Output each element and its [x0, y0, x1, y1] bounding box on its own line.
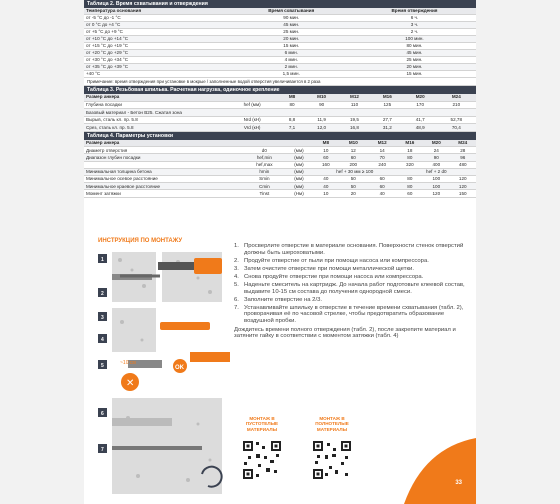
table-cell: Smin — [244, 176, 286, 183]
table-cell: 100 — [423, 183, 449, 190]
step-number: 1. — [234, 243, 239, 249]
t4-header — [285, 140, 313, 147]
step-text: Снова продуйте отверстие при помощи насоса или компрессора. — [244, 273, 424, 280]
table-cell: 60 — [368, 176, 397, 183]
table-cell: 160 — [313, 161, 339, 168]
table-cell: Глубина посадки — [84, 101, 225, 109]
table-cell: Cmin — [244, 183, 286, 190]
table-2-title: Таблица 2. Время схватывания и отверждения — [84, 0, 476, 8]
t4-header: M8 — [313, 140, 339, 147]
table-row — [84, 183, 476, 190]
t4-header: M12 — [368, 140, 397, 147]
table-cell: Минимальное краевое расстояние — [84, 183, 244, 190]
table-cell: 31,2 — [371, 124, 404, 132]
table-cell: 27,7 — [371, 116, 404, 124]
table-cell: 40 — [368, 190, 397, 197]
table-cell: 320 — [397, 161, 423, 168]
mounting-title: ИНСТРУКЦИЯ ПО МОНТАЖУ — [98, 238, 183, 244]
table-cell: Базовый материал - Бетон B25. Сжатая зона — [84, 109, 476, 117]
table-cell: hef + 2 d0 — [397, 168, 476, 175]
table-cell: 80 — [279, 101, 305, 109]
table-cell: от 0 °C до +4 °C — [84, 21, 230, 28]
table-cell: hef,max — [244, 161, 286, 168]
table-cell: 60 — [313, 154, 339, 161]
table-cell: (мм) — [285, 176, 313, 183]
table-cell: 4 мин. — [230, 56, 353, 63]
table-row — [84, 101, 476, 109]
table-2-note: Примечание: время отверждения при установке в мокрые / заполненные водой отверстия увеличивается в 2 раза — [84, 78, 476, 86]
table-cell: 12,0 — [305, 124, 338, 132]
svg-text:✕: ✕ — [126, 378, 135, 389]
document-page — [84, 0, 476, 504]
table-2 — [84, 0, 476, 86]
table-cell: 1,5 мин. — [230, 70, 353, 77]
svg-text:2: 2 — [101, 291, 104, 297]
table-cell: 60 — [339, 154, 368, 161]
t3-header: M24 — [437, 94, 476, 102]
table-cell: 45 мин. — [353, 49, 476, 56]
t3-header: M20 — [404, 94, 437, 102]
table-row — [84, 168, 476, 175]
table-cell: 20 мин. — [230, 35, 353, 42]
table-cell: от +5 °C до +9 °C — [84, 28, 230, 35]
table-cell: 20 — [339, 190, 368, 197]
table-cell: 45 мин. — [230, 21, 353, 28]
orange-corner-shape — [384, 438, 476, 504]
qr-area — [236, 416, 386, 504]
table-cell: 7,1 — [279, 124, 305, 132]
table-row — [84, 63, 476, 70]
t3-header: Размер анкера — [84, 94, 225, 102]
table-cell: 20 мин. — [353, 63, 476, 70]
t3-header: M16 — [371, 94, 404, 102]
table-cell: 210 — [437, 101, 476, 109]
table-cell: от +30 °C до +34 °C — [84, 56, 230, 63]
table-cell: 8,8 — [279, 116, 305, 124]
svg-text:4: 4 — [101, 337, 104, 343]
table-cell: 10 — [313, 190, 339, 197]
table-cell: 2 ч. — [353, 28, 476, 35]
table-row — [84, 21, 476, 28]
step-text: Продуйте отверстие от пыли при помощи насоса или компрессора. — [244, 257, 429, 264]
step-number: 2. — [234, 257, 239, 264]
table-cell: 125 — [371, 101, 404, 109]
table-row — [84, 42, 476, 49]
table-cell: hef (мм) — [225, 101, 278, 109]
step-text: Просверлите отверстие в материале основания. Поверхности стенок отверстий должны быть шероховатыми. — [244, 243, 464, 256]
table-cell: 14 — [368, 147, 397, 154]
mounting-step — [234, 266, 470, 273]
table-cell: 70 — [368, 154, 397, 161]
table-cell: Срез, сталь кл. пр. 5.8 — [84, 124, 225, 132]
table-cell: 50 — [339, 183, 368, 190]
table-cell: 80 — [397, 154, 423, 161]
table-cell: 120 — [423, 190, 449, 197]
t4-header: M24 — [450, 140, 477, 147]
table-cell: Nrd (кН) — [225, 116, 278, 124]
table-row — [84, 190, 476, 197]
svg-text:6: 6 — [101, 411, 104, 417]
table-cell: 25 мин. — [230, 28, 353, 35]
table-cell: 15 мин. — [353, 70, 476, 77]
t3-header: M8 — [279, 94, 305, 102]
table-cell: (Нм) — [285, 190, 313, 197]
table-cell: 80 мин. — [353, 42, 476, 49]
table-row — [84, 147, 476, 154]
cm-label: ~10 см — [120, 360, 136, 366]
table-row — [84, 116, 476, 124]
table-cell: Диапазон глубин посадки — [84, 154, 244, 161]
t3-header: M10 — [305, 94, 338, 102]
table-cell: Tinst — [244, 190, 286, 197]
pump-icon — [160, 322, 210, 330]
page-number: 33 — [455, 480, 462, 486]
mounting-illustration — [98, 248, 230, 504]
svg-text:7: 7 — [101, 447, 104, 453]
table-3 — [84, 86, 476, 132]
t3-header — [225, 94, 278, 102]
table-cell: (мм) — [285, 161, 313, 168]
qr-code-right[interactable] — [312, 440, 352, 480]
table-cell: 52,78 — [437, 116, 476, 124]
svg-text:3: 3 — [101, 315, 104, 321]
table-cell: 19,5 — [338, 116, 371, 124]
qr-code-left[interactable] — [242, 440, 282, 480]
table-cell: 24 — [423, 147, 449, 154]
table-4 — [84, 132, 476, 198]
t3-header: M12 — [338, 94, 371, 102]
table-cell: 25 мин. — [353, 56, 476, 63]
table-row — [84, 124, 476, 132]
table-cell: 120 — [450, 183, 477, 190]
table-cell: 50 — [339, 176, 368, 183]
table-row — [84, 56, 476, 63]
table-cell: 120 — [450, 176, 477, 183]
table-cell: hef,min — [244, 154, 286, 161]
table-cell: Vrd (кН) — [225, 124, 278, 132]
table-cell: от +10 °C до +14 °C — [84, 35, 230, 42]
table-cell: (мм) — [285, 183, 313, 190]
mounting-steps — [234, 243, 470, 340]
table-cell: 96 — [450, 154, 477, 161]
mounting-step — [234, 274, 470, 281]
table-cell: 80 — [397, 183, 423, 190]
table-cell: 150 — [450, 190, 477, 197]
table-row — [84, 154, 476, 161]
table-cell: Минимальное осевое расстояние — [84, 176, 244, 183]
table-cell: 15 мин. — [230, 42, 353, 49]
table-cell: 480 — [450, 161, 477, 168]
t4-header: Размер анкера — [84, 140, 244, 147]
step-number: 6. — [234, 296, 239, 303]
table-cell: hmin — [244, 168, 286, 175]
table-cell: 70,4 — [437, 124, 476, 132]
table-cell: d0 — [244, 147, 286, 154]
t4-header: M20 — [423, 140, 449, 147]
svg-text:5: 5 — [101, 363, 104, 369]
qr-right-label: МОНТАЖ В ПОЛНОТЕЛЫЕ МАТЕРИАЛЫ — [315, 416, 349, 432]
table-cell: 110 — [338, 101, 371, 109]
table-row — [84, 109, 476, 117]
svg-text:1: 1 — [101, 257, 104, 263]
table-cell: 400 — [423, 161, 449, 168]
table-cell: 41,7 — [404, 116, 437, 124]
table-cell: (мм) — [285, 168, 313, 175]
mounting-step — [234, 297, 470, 304]
table-cell: 6 мин. — [230, 49, 353, 56]
table-row — [84, 161, 476, 168]
table-cell: 240 — [368, 161, 397, 168]
table-cell: 28 — [450, 147, 477, 154]
table-cell: (мм) — [285, 147, 313, 154]
table-cell: 6 ч. — [353, 14, 476, 21]
mounting-section — [84, 238, 476, 504]
table-cell: от +15 °C до +19 °C — [84, 42, 230, 49]
table-cell: 11,9 — [305, 116, 338, 124]
table-cell: 12 — [339, 147, 368, 154]
ok-label: OK — [175, 365, 184, 371]
table-cell: 40 — [313, 183, 339, 190]
table-cell: 90 — [305, 101, 338, 109]
t2-header: Время схватывания — [230, 8, 353, 14]
table-cell: +40 °C — [84, 70, 230, 77]
table-row — [84, 70, 476, 77]
table-cell: 90 мин. — [230, 14, 353, 21]
table-cell: 80 — [397, 176, 423, 183]
table-row — [84, 14, 476, 21]
table-cell: 18 — [397, 147, 423, 154]
table-cell — [84, 161, 244, 168]
step-number: 7. — [234, 304, 239, 311]
step-text: Заполните отверстие на 2/3. — [244, 296, 322, 303]
table-cell: 16,8 — [338, 124, 371, 132]
table-cell: Диаметр отверстия — [84, 147, 244, 154]
step-number: 3. — [234, 265, 239, 272]
mounting-step — [234, 258, 470, 265]
step-text: Наденьте смеситель на картридж. До начала работ подготовьте клеевой состав, выдавите 10-15 см состава до получения однородной смеси. — [244, 281, 465, 295]
table-row — [84, 28, 476, 35]
step-number: 4. — [234, 273, 239, 280]
mounting-final-note: Дождитесь времени полного отверждения (табл. 2), после закрепите материал и затяните гайку в соответствии с моментом затяжки (табл. 4) — [234, 326, 456, 340]
t4-header: M10 — [339, 140, 368, 147]
mounting-step — [234, 282, 470, 295]
t2-header: Температура основания — [84, 8, 230, 14]
qr-left-label: МОНТАЖ В ПУСТОТЕЛЫЕ МАТЕРИАЛЫ — [245, 416, 279, 432]
t4-header — [244, 140, 286, 147]
table-row — [84, 35, 476, 42]
step-number: 5. — [234, 281, 239, 288]
table-row — [84, 176, 476, 183]
table-cell: 2 мин. — [230, 63, 353, 70]
table-cell: Минимальная толщина бетона — [84, 168, 244, 175]
table-cell: 48,9 — [404, 124, 437, 132]
table-cell: 200 — [339, 161, 368, 168]
table-cell: 60 — [397, 190, 423, 197]
table-cell: 170 — [404, 101, 437, 109]
table-cell: Момент затяжки — [84, 190, 244, 197]
table-cell: (мм) — [285, 154, 313, 161]
step-text: Устанавливайте шпильку в отверстие в течение времени схватывания (табл. 2), проворачивая её по часовой стрелке, чтобы предотвратить образование воздушной пробки. — [244, 304, 464, 324]
table-cell: 3 ч. — [353, 21, 476, 28]
table-row — [84, 49, 476, 56]
table-cell: 40 — [313, 176, 339, 183]
mounting-step — [234, 243, 470, 256]
table-cell: hef + 30 мм ≥ 100 — [313, 168, 397, 175]
table-cell: 10 — [313, 147, 339, 154]
table-cell: от +20 °C до +29 °C — [84, 49, 230, 56]
table-cell: 90 — [423, 154, 449, 161]
table-cell: Вырыв, сталь кл. пр. 5.8 — [84, 116, 225, 124]
t4-header: M16 — [397, 140, 423, 147]
t2-header: Время отверждения — [353, 8, 476, 14]
table-cell: от -5 °C до -1 °C — [84, 14, 230, 21]
table-cell: 60 — [368, 183, 397, 190]
table-cell: 100 — [423, 176, 449, 183]
table-4-title: Таблица 4. Параметры установки — [84, 132, 476, 140]
mounting-step — [234, 305, 470, 325]
stud-icon — [112, 446, 202, 450]
table-3-title: Таблица 3. Резьбовая шпилька. Расчетная нагрузка, одиночное крепление — [84, 86, 476, 94]
step-text: Затем очистите отверстие при помощи металлической щетки. — [244, 265, 414, 272]
table-cell: от +35 °C до +39 °C — [84, 63, 230, 70]
table-cell: 100 мин. — [353, 35, 476, 42]
